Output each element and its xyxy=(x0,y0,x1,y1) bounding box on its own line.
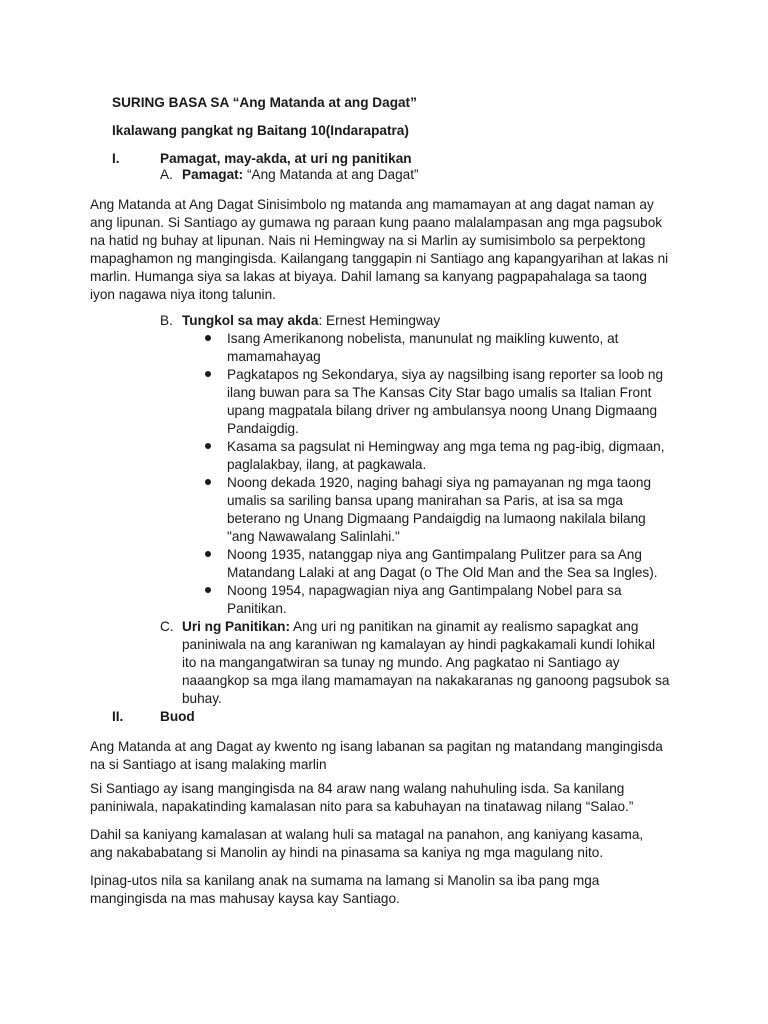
item-a-letter: A. xyxy=(160,167,173,182)
paragraph-line: paniniwala, napakatinding kamalasan nito para sa kabuhayan na tinatawag nilang “Salao.” xyxy=(90,799,634,814)
bullet-line: Pagkatapos ng Sekondarya, siya ay nagsilbing isang reporter sa loob ng xyxy=(227,367,664,382)
item-c-line: ito na mangangatwiran sa tunay ng mundo. Ang pagkatao ni Santiago ay xyxy=(182,655,620,670)
item-a-text xyxy=(182,166,419,184)
bullet-dot xyxy=(205,587,211,593)
bullet-line: ilang buwan para sa The Kansas City Star bago umalis sa Italian Front xyxy=(227,385,652,400)
paragraph-line: ang lipunan. Si Santiago ay gumawa ng paraan kung paano malalampasan ang mga pagsubok xyxy=(90,215,663,230)
item-c-line: buhay. xyxy=(182,691,222,706)
bullet-line: Panitikan. xyxy=(227,601,287,616)
group-subtitle: Ikalawang pangkat ng Baitang 10(Indarapatra) xyxy=(112,123,409,138)
item-a-label: Pamagat: xyxy=(182,167,244,182)
bullet-dot xyxy=(205,479,211,485)
bullet-line: Noong 1935, natanggap niya ang Gantimpalang Pulitzer para sa Ang xyxy=(227,547,642,562)
bullet-line: beterano ng Unang Digmaang Pandaigdig na lumaong nakilala bilang xyxy=(227,511,646,526)
section-2-numeral: II. xyxy=(112,709,124,724)
bullet-line: mamamahayag xyxy=(227,349,321,364)
paragraph-line: na hatid ng buhay at lipunan. Nais ni Hemingway na si Marlin ay sumisimbolo sa perpektong xyxy=(90,233,646,248)
section-1-heading: Pamagat, may-akda, at uri ng panitikan xyxy=(160,151,412,166)
paragraph-line: mangingisda na mas mahusay kaysa kay Santiago. xyxy=(90,891,400,906)
paragraph-line: Dahil sa kaniyang kamalasan at walang huli sa matagal na panahon, ang kaniyang kasama, xyxy=(90,827,644,842)
item-b-text xyxy=(182,312,440,330)
bullet-line: Pandaigdig. xyxy=(227,421,299,436)
paragraph-line: Ang Matanda at ang Dagat ay kwento ng isang labanan sa pagitan ng matandang mangingisda xyxy=(90,739,663,754)
paragraph-line: mapaghamon ng mangingisda. Kailangang tanggapin ni Santiago ang kapangyarihan at lakas ni xyxy=(90,251,669,266)
item-b-label: Tungkol sa may akda xyxy=(182,313,319,328)
item-c-label: Uri ng Panitikan: xyxy=(182,619,291,634)
paragraph-line: Si Santiago ay isang mangingisda na 84 araw nang walang nahuhuling isda. Sa kanilang xyxy=(90,781,625,796)
item-c-first-line: Ang uri ng panitikan na ginamit ay realismo sapagkat ang xyxy=(290,619,639,634)
paragraph-line: na si Santiago at isang malaking marlin xyxy=(90,757,327,772)
bullet-line: Matandang Lalaki at ang Dagat (o The Old Man and the Sea sa Ingles). xyxy=(227,565,658,580)
paragraph-line: marlin. Humanga siya sa lakas at biyaya. Dahil lamang sa kanyang pagpapahalaga sa taong xyxy=(90,269,647,284)
bullet-line: upang magpatala bilang driver ng ambulansya noong Unang Digmaang xyxy=(227,403,658,418)
item-c-text xyxy=(182,618,638,636)
item-a-value: “Ang Matanda at ang Dagat” xyxy=(243,167,419,182)
item-c-letter: C. xyxy=(160,619,174,634)
section-1-numeral: I. xyxy=(112,151,120,166)
paragraph-line: ang nakababatang si Manolin ay hindi na pinasama sa kaniya ng mga magulang nito. xyxy=(90,845,604,860)
item-b-value: : Ernest Hemingway xyxy=(318,313,441,328)
bullet-line: Isang Amerikanong nobelista, manunulat ng maikling kuwento, at xyxy=(227,331,619,346)
item-b-letter: B. xyxy=(160,313,173,328)
item-c-line: paniniwala na ang karaniwan ng kamalayan ay hindi pagkakamali kundi lohikal xyxy=(182,637,656,652)
bullet-line: Noong 1954, napagwagian niya ang Gantimpalang Nobel para sa xyxy=(227,583,622,598)
paragraph-line: Ipinag-utos nila sa kanilang anak na sumama na lamang si Manolin sa iba pang mga xyxy=(90,873,600,888)
bullet-line: "ang Nawawalang Salinlahi." xyxy=(227,529,400,544)
bullet-line: paglalakbay, ilang, at pagkawala. xyxy=(227,457,427,472)
bullet-dot xyxy=(205,335,211,341)
bullet-dot xyxy=(205,443,211,449)
bullet-line: Noong dekada 1920, naging bahagi siya ng pamayanan ng mga taong xyxy=(227,475,652,490)
bullet-dot xyxy=(205,551,211,557)
paragraph-line: iyon nagawa niya itong talunin. xyxy=(90,287,276,302)
section-2-heading: Buod xyxy=(160,709,195,724)
paragraph-line: Ang Matanda at Ang Dagat Sinisimbolo ng matanda ang mamamayan at ang dagat naman ay xyxy=(90,197,654,212)
item-c-line: naaangkop sa mga ilang mamamayan na nakakaranas ng ganoong pagsubok sa xyxy=(182,673,670,688)
bullet-dot xyxy=(205,371,211,377)
bullet-line: Kasama sa pagsulat ni Hemingway ang mga tema ng pag-ibig, digmaan, xyxy=(227,439,665,454)
document-title: SURING BASA SA “Ang Matanda at ang Dagat” xyxy=(112,95,417,110)
bullet-line: umalis sa sariling bansa upang manirahan sa Paris, at isa sa mga xyxy=(227,493,623,508)
